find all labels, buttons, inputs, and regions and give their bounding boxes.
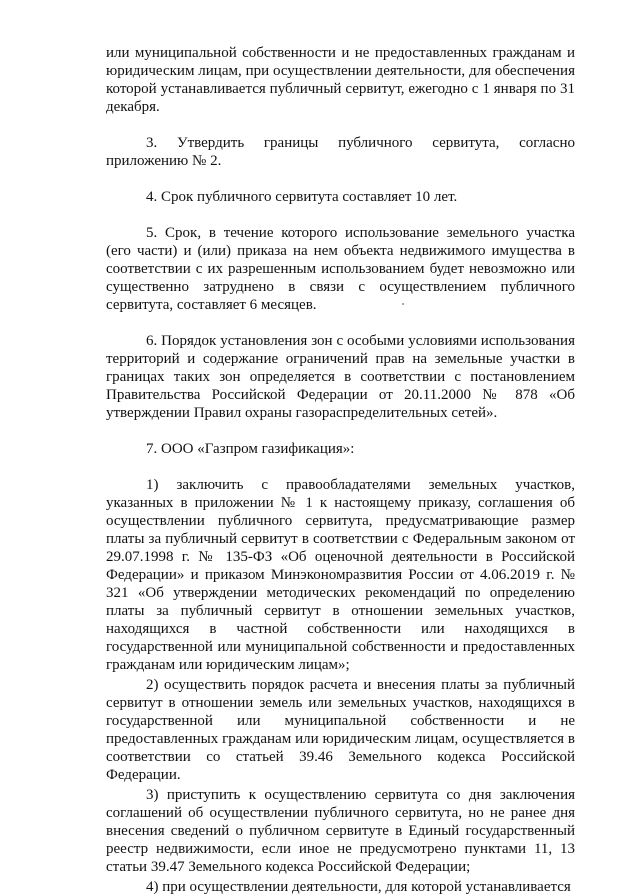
paragraph-subitem-1: 1) заключить с правообладателями земельных участков, указанных в приложении № 1 к настоящему приказу, соглашения об осуществлении публичного сервитута, предусматривающие размер платы за публичный сервитут в соответствии с Федеральным законом от 29.07.1998 г. № 135-ФЗ «Об оценочной деятельности в Российской Федерации» и приказом Минэкономразвития России от 4.06.2019 г. № 321 «Об утверждении методических рекомендаций по определению платы за публичный сервитут в отношении земельных участков, находящихся в частной собственности или находящихся в государственной или муниципальной собственности и предоставленных гражданам или юридическим лицам»; xyxy=(106,477,575,673)
paragraph-subitem-2: 2) осуществить порядок расчета и внесения платы за публичный сервитут в отношении земель или земельных участков, находящихся в государственной или муниципальной собственности и не предоставленных гражданам или юридическим лицам, осуществляется в соответствии со статьей 39.46 Земельного кодекса Российской Федерации. xyxy=(106,677,575,783)
paragraph-item-6: 6. Порядок установления зон с особыми условиями использования территорий и содержание ограничений прав на земельные участки в границах таких зон определяется в соответствии с постановлением Правительства Российской Федерации от 20.11.2000 № 878 «Об утверждении Правил охраны газораспределительных сетей». xyxy=(106,333,575,421)
paragraph-item-4: 4. Срок публичного сервитута составляет 10 лет. xyxy=(146,189,458,205)
paragraph-subitem-4: 4) при осуществлении деятельности, для которой устанавливается xyxy=(146,879,571,895)
document-body xyxy=(106,44,575,896)
scan-speck xyxy=(402,303,404,305)
paragraph-item-7: 7. ООО «Газпром газификация»: xyxy=(146,441,355,457)
paragraph-subitem-3: 3) приступить к осуществлению сервитута со дня заключения соглашений об осуществлении публичного сервитута, но не ранее дня внесения сведений о публичном сервитуте в Единый государственный реестр недвижимости, если иное не предусмотрено пунктами 11, 13 статьи 39.47 Земельного кодекса Российской Федерации; xyxy=(106,787,575,875)
paragraph-item-3: 3. Утвердить границы публичного сервитута, согласно приложению № 2. xyxy=(106,135,575,169)
paragraph-item-5: 5. Срок, в течение которого использование земельного участка (его части) и (или) приказа на нем объекта недвижимого имущества в соответствии с их разрешенным использованием будет невозможно или существенно затруднено в связи с осуществлением публичного сервитута, составляет 6 месяцев. xyxy=(106,225,575,313)
paragraph-continuation: или муниципальной собственности и не предоставленных гражданам и юридическим лицам, при осуществлении деятельности, для обеспечения которой устанавливается публичный сервитут, ежегодно с 1 января по 31 декабря. xyxy=(106,45,575,115)
